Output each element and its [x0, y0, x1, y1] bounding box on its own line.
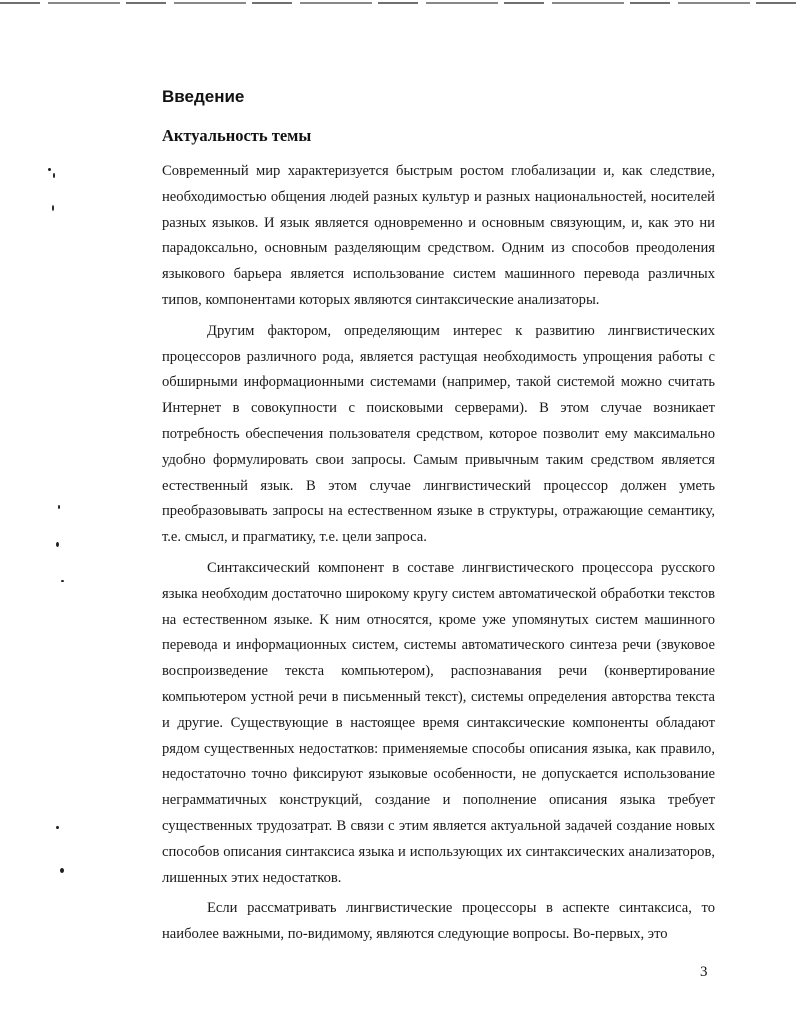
scan-speck	[58, 505, 60, 509]
scan-top-edge	[0, 2, 797, 4]
scan-speck	[56, 826, 59, 829]
paragraph: Современный мир характеризуется быстрым ростом глобализации и, как следствие, необходимостью общения людей разных культур и разных национальностей, носителей разных языков. И язык является одновременно и основным связующим, и, как это ни парадоксально, основным разделяющим средством. Одним из способов преодоления языкового барьера является использование систем машинного перевода различных типов, компонентами которых являются синтаксические анализаторы.	[162, 163, 715, 308]
section-title: Актуальность темы	[162, 126, 312, 145]
scan-speck	[53, 173, 55, 178]
page-number: 3	[700, 964, 708, 980]
scan-speck	[60, 868, 64, 873]
scan-speck	[61, 580, 64, 582]
page-title: Введение	[162, 87, 245, 106]
paragraph: Синтаксический компонент в составе лингвистического процессора русского языка необходим достаточно широкому кругу систем автоматической обработки текстов на естественном языке. К ним относятся, кроме уже упомянутых систем машинного перевода и информационных систем, системы автоматического синтеза речи (звуковое воспроизведение текста компьютером), распознавания речи (конвертирование компьютером устной речи в письменный текст), системы определения авторства текста и другие. Существующие в настоящее время синтаксические компоненты обладают рядом существенных недостатков: применяемые способы описания языка, как правило, недостаточно точно фиксируют языковые особенности, не допускается использование неграмматичных конструкций, создание и пополнение описания языка требует существенных трудозатрат. В связи с этим является актуальной задачей создание новых способов описания синтаксиса языка и использующих их синтаксических анализаторов, лишенных этих недостатков.	[162, 559, 715, 886]
scan-speck	[56, 542, 59, 547]
document-page	[162, 84, 715, 948]
scan-speck	[52, 205, 54, 211]
paragraph: Если рассматривать лингвистические процессоры в аспекте синтаксиса, то наиболее важными, по-видимому, являются следующие вопросы. Во-первых, это	[162, 900, 715, 943]
scan-speck	[48, 168, 51, 171]
paragraph: Другим фактором, определяющим интерес к развитию лингвистических процессоров различного рода, является растущая необходимость упрощения работы с обширными информационными системами (например, такой системой можно считать Интернет в совокупности с поисковыми серверами). В этом случае возникает потребность обеспечения пользователя средством, которое позволит ему максимально удобно формулировать свои запросы. Самым привычным таким средством является естественный язык. В этом случае лингвистический процессор должен уметь преобразовывать запросы на естественном языке в структуры, отражающие семантику, т.е. смысл, и прагматику, т.е. цели запроса.	[162, 322, 715, 546]
